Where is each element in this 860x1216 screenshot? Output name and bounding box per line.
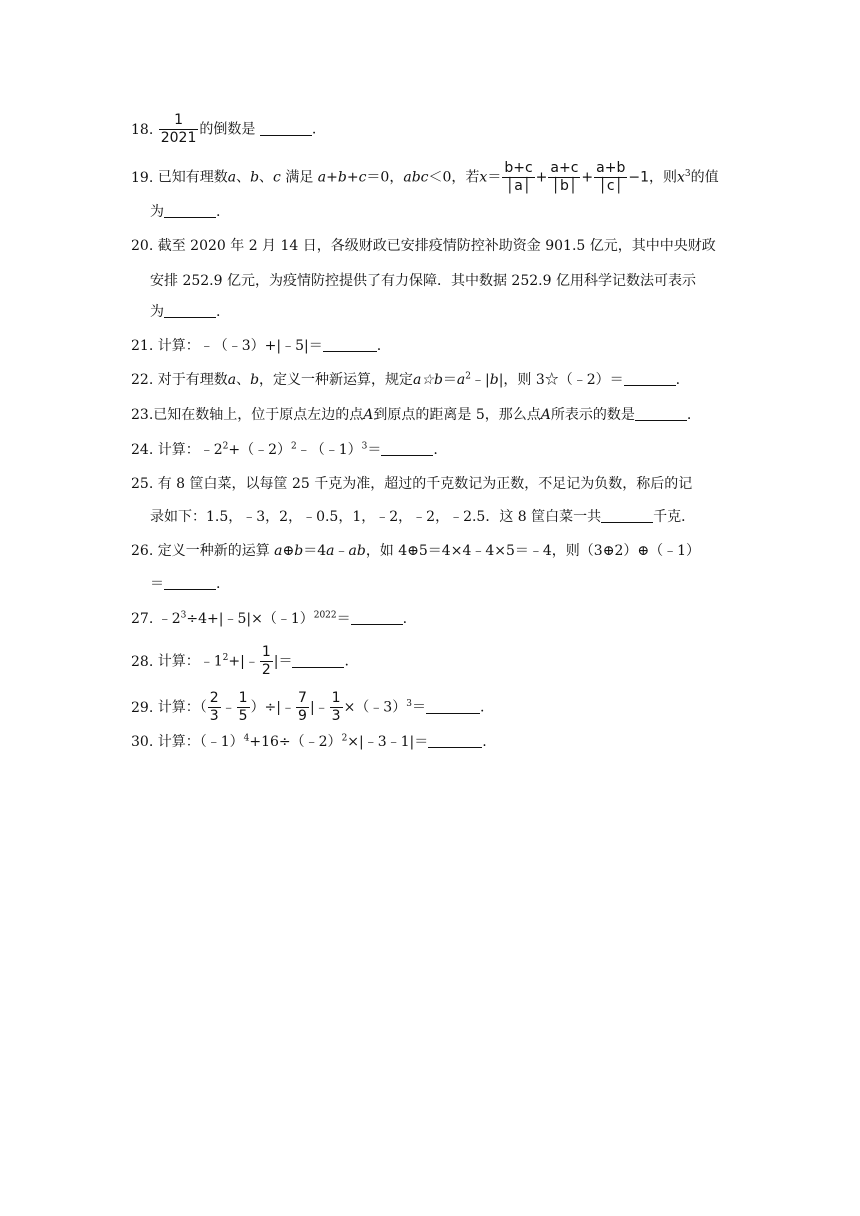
question-26: 26. 定义一种新的运算 a⊕b＝4a﹣ab，如 4⊕5＝4×4﹣4×5＝﹣4，则（3⊕2）⊕（﹣1）: [131, 543, 700, 559]
fraction: $\frac{7}{9}$: [298, 690, 307, 724]
answer-blank[interactable]: [381, 441, 433, 456]
question-25: 25. 有 8 筐白菜，以每筐 25 千克为准，超过的千克数记为正数，不足记为负数，称后的记: [131, 476, 693, 492]
question-number: 18.: [131, 121, 154, 138]
answer-blank[interactable]: [428, 733, 482, 748]
question-28: 28. 计算：$﹣1^2+|﹣$ $\frac{1}{2}$ |＝ .: [131, 644, 349, 678]
question-20-line-2: 安排 252.9 亿元，为疫情防控提供了有力保障．其中数据 252.9 亿用科学记数法可表示: [150, 273, 696, 289]
answer-blank[interactable]: [164, 575, 216, 590]
question-23: 23.已知在数轴上，位于原点左边的点A到原点的距离是 5，那么点A所表示的数是 .: [131, 407, 692, 423]
question-24: 24. 计算：$﹣2^2+(﹣2)^2﹣(﹣1)^3=$ .: [131, 441, 438, 458]
question-number: 29.: [131, 699, 154, 716]
question-number: 24.: [131, 442, 154, 458]
question-20-line-3: 为 .: [150, 304, 221, 320]
answer-blank[interactable]: [351, 610, 403, 625]
question-30: 30. 计算：（﹣1）$^4$+16÷（﹣2）$^2$×|﹣3﹣1|＝ .: [131, 733, 487, 750]
question-number: 28.: [131, 653, 154, 670]
fraction: $\frac{1}{3}$: [331, 690, 341, 724]
fraction: $\frac{a+c}{│b│}$: [550, 160, 579, 194]
question-number: 22.: [131, 372, 154, 388]
answer-blank[interactable]: [164, 203, 216, 218]
question-18: 18. $\frac{1}{2021}$ 的倒数是 .: [131, 112, 317, 146]
question-number: 19.: [131, 169, 154, 186]
question-number: 26.: [131, 543, 154, 559]
answer-blank[interactable]: [164, 303, 216, 318]
question-26-continuation: ＝ .: [150, 576, 221, 592]
fraction: $\frac{1}{2}$: [261, 644, 271, 678]
answer-blank[interactable]: [323, 337, 377, 352]
fraction: $\frac{a+b}{│c│}$: [596, 160, 626, 194]
question-number: 25.: [131, 476, 154, 492]
answer-blank[interactable]: [635, 406, 687, 421]
answer-blank[interactable]: [426, 699, 480, 714]
question-21: 21. 计算：﹣（﹣3）+|﹣5|＝ .: [131, 338, 382, 354]
question-29: 29. 计算：（ $\frac{2}{3}$ ﹣ $\frac{1}{5}$ ）÷|﹣ $\frac{7}{9}$ |﹣ $\frac{1}{3}$ ×（﹣3）$^3$＝ .: [131, 690, 485, 724]
question-19-continuation: 为 .: [150, 204, 221, 220]
fraction: $\frac{1}{2021}$: [160, 112, 197, 146]
fraction: $\frac{b+c}{│a│}$: [504, 160, 533, 194]
question-20: 20. 截至 2020 年 2 月 14 日，各级财政已安排疫情防控补助资金 901.5 亿元，其中中央财政: [131, 238, 716, 254]
question-number: 27.: [131, 611, 154, 627]
question-22: 22. 对于有理数a、b，定义一种新运算，规定$a☆b=a^2﹣|b|$，则 3☆（﹣2）＝ .: [131, 371, 681, 388]
fraction: $\frac{1}{5}$: [238, 690, 248, 724]
answer-blank[interactable]: [601, 508, 653, 523]
answer-blank[interactable]: [292, 653, 344, 668]
question-number: 20.: [131, 238, 154, 254]
question-27: 27. $﹣2^3\div 4+|﹣5|\times(﹣1)^{2022}=$ .: [131, 610, 408, 627]
question-number: 21.: [131, 338, 154, 354]
question-number: 23.: [131, 407, 154, 423]
question-number: 30.: [131, 734, 154, 750]
answer-blank[interactable]: [260, 121, 312, 136]
answer-blank[interactable]: [624, 371, 676, 386]
question-19: 19. 已知有理数a、b、c 满足 a+b+c＝0，abc＜0，若x＝ $\frac{b+c}{│a│}$ + $\frac{a+c}{│b│}$ + $\frac{a+b}{│c│}$ −1，则$x^3$的值: [131, 160, 719, 194]
question-25-line-2: 录如下：1.5，﹣3，2，﹣0.5，1，﹣2，﹣2，﹣2.5．这 8 筐白菜一共 千克．: [150, 509, 696, 525]
fraction: $\frac{2}{3}$: [209, 690, 219, 724]
